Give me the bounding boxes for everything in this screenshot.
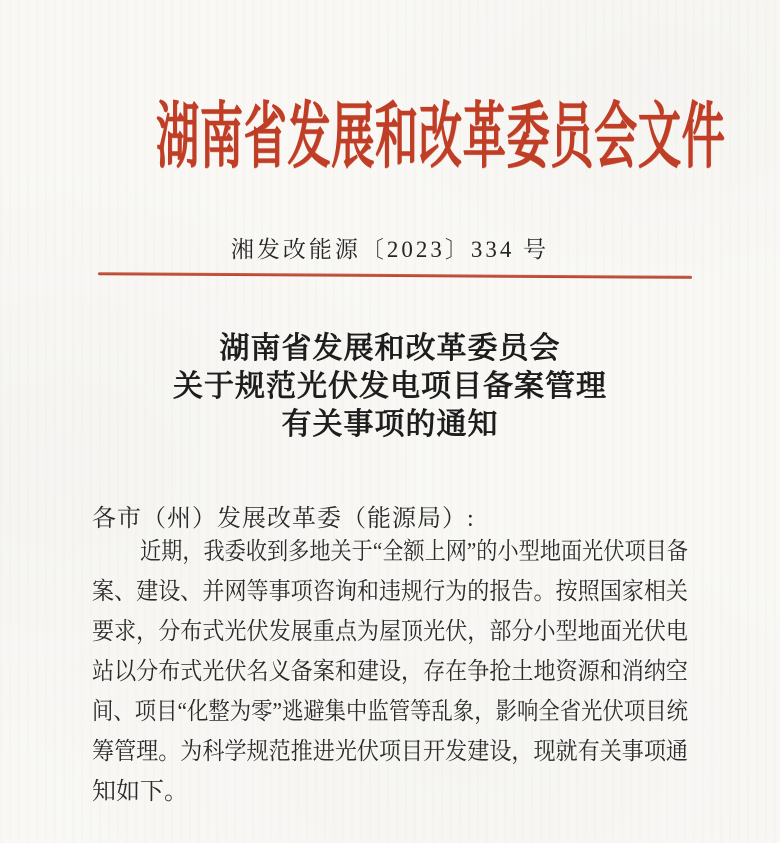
- document-title: [0, 330, 780, 444]
- body-line-text: 近期，我委收到多地关于“全额上网”的小型地面光伏项目备: [140, 539, 688, 565]
- red-divider-line: [98, 272, 692, 278]
- body-line-text: 筹管理。为科学规范推进光伏项目开发建设，现就有关事项通: [92, 739, 688, 765]
- document-title-line-2: 关于规范光伏发电项目备案管理: [173, 370, 607, 403]
- body-line: [92, 612, 688, 652]
- salutation: 各市（州）发展改革委（能源局）:: [92, 506, 475, 532]
- body-line-text: 间、项目“化整为零”逃避集中监管等乱象，影响全省光伏项目统: [92, 699, 688, 725]
- body-line: [92, 572, 688, 612]
- body-line: [92, 652, 688, 692]
- body-line-text: 要求，分布式光伏发展重点为屋顶光伏，部分小型地面光伏电: [92, 619, 688, 645]
- document-title-line-3: 有关事项的通知: [281, 408, 499, 441]
- body-line: [92, 772, 688, 812]
- document-title-line-1: 湖南省发展和改革委员会: [219, 332, 561, 365]
- body-line-text: 站以分布式光伏名义备案和建设，存在争抢土地资源和消纳空: [92, 659, 688, 685]
- letterhead-title: 湖南省发展和改革委员会文件: [155, 97, 726, 177]
- body-line-text: 知如下。: [92, 779, 188, 805]
- body-line: [92, 692, 688, 732]
- document-number: 湘发改能源〔2023〕334 号: [230, 237, 550, 262]
- body-line: [92, 532, 688, 572]
- body-line: [92, 732, 688, 772]
- body-line-text: 案、建设、并网等事项咨询和违规行为的报告。按照国家相关: [92, 579, 688, 605]
- body-paragraph: [92, 532, 688, 812]
